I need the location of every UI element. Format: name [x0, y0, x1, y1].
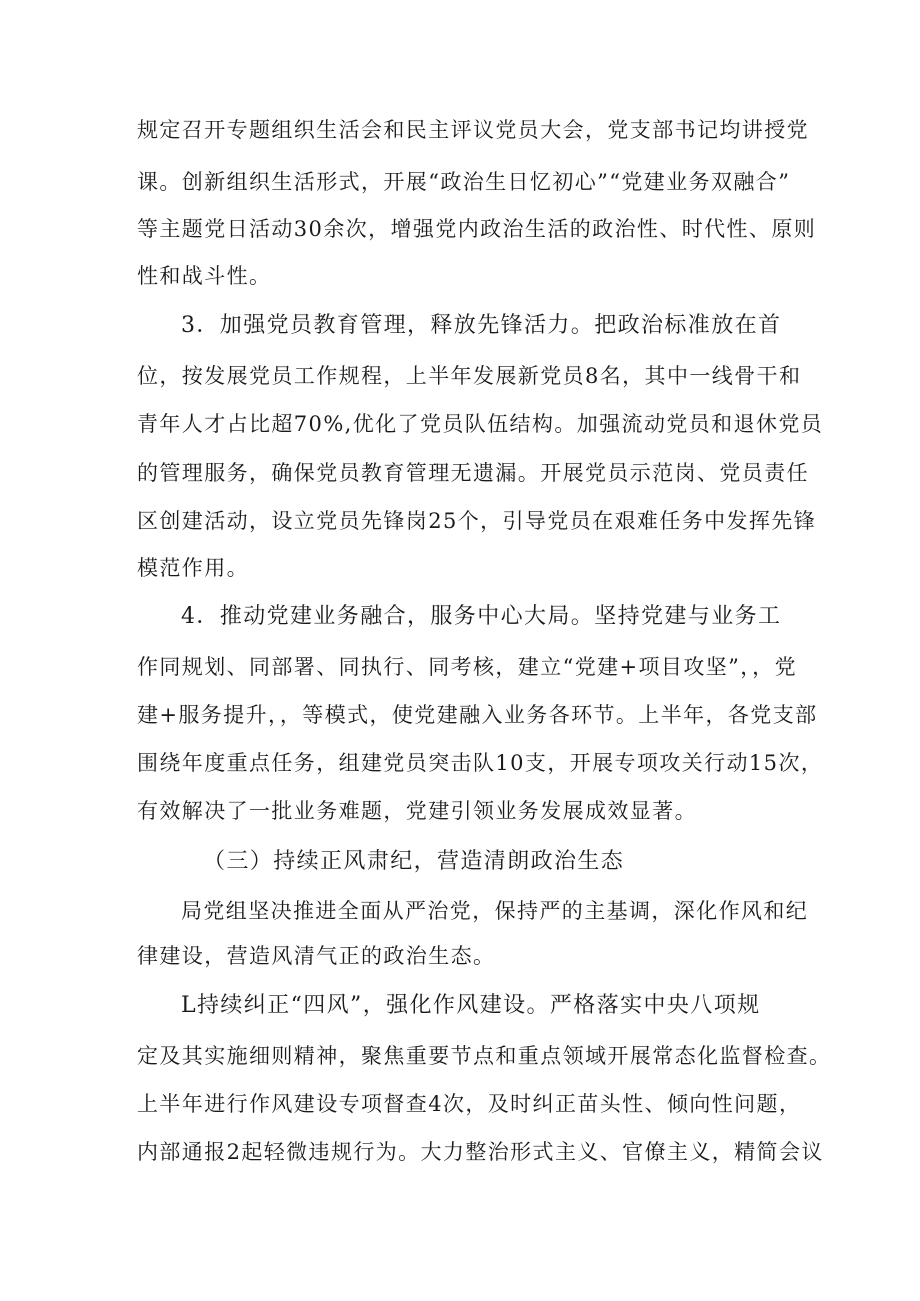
- section-heading-l: L持续纠正“四风”，强化作风建设。严格落实中央八项规: [181, 993, 761, 1018]
- paragraph-line: 内部通报2起轻微违规行为。大力整治形式主义、官僚主义，精简会议: [137, 1140, 824, 1164]
- paragraph-line: 等主题党日活动30余次，增强党内政治生活的政治性、时代性、原则: [137, 217, 817, 241]
- paragraph-line: 局党组坚决推进全面从严治党，保持严的主基调，深化作风和纪: [181, 899, 809, 923]
- paragraph-line: 规定召开专题组织生活会和民主评议党员大会，党支部书记均讲授党: [137, 118, 809, 142]
- paragraph-line: 位，按发展党员工作规程，上半年发展新党员8名，其中一线骨干和: [137, 364, 802, 388]
- paragraph-line: 有效解决了一批业务难题，党建引领业务发展成效显著。: [137, 799, 697, 823]
- paragraph-line: 建+服务提升，，等模式，使党建融入业务各环节。上半年，各党支部: [137, 703, 818, 727]
- paragraph-line: 的管理服务，确保党员教育管理无遗漏。开展党员示范岗、党员责任: [137, 461, 809, 485]
- paragraph-line: 作同规划、同部署、同执行、同考核，建立“党建+项目攻坚”，，党: [137, 655, 797, 679]
- paragraph-line: 区创建活动，设立党员先锋岗25个，引导党员在艰难任务中发挥先锋: [137, 509, 817, 533]
- paragraph-line: 上半年进行作风建设专项督查4次，及时纠正苗头性、倾向性问题，: [137, 1092, 802, 1116]
- section-subheading-3: （三）持续正风肃纪，营造清朗政治生态: [203, 849, 625, 874]
- paragraph-line: 课。创新组织生活形式，开展“政治生日忆初心”“党建业务双融合”: [137, 170, 791, 194]
- section-heading-4: 4．推动党建业务融合，服务中心大局。坚持党建与业务工: [181, 604, 782, 629]
- paragraph-line: 性和战斗性。: [137, 264, 272, 288]
- paragraph-line: 围绕年度重点任务，组建党员突击队10支，开展专项攻关行动15次，: [137, 751, 824, 775]
- paragraph-line: 模范作用。: [137, 556, 249, 580]
- paragraph-line: 律建设，营造风清气正的政治生态。: [137, 944, 496, 968]
- section-heading-3: 3．加强党员教育管理，释放先锋活力。把政治标准放在首: [181, 313, 782, 338]
- paragraph-line: 青年人才占比超70%,优化了党员队伍结构。加强流动党员和退休党员: [137, 412, 824, 436]
- paragraph-line: 定及其实施细则精神，聚焦重要节点和重点领域开展常态化监督检查。: [137, 1044, 832, 1068]
